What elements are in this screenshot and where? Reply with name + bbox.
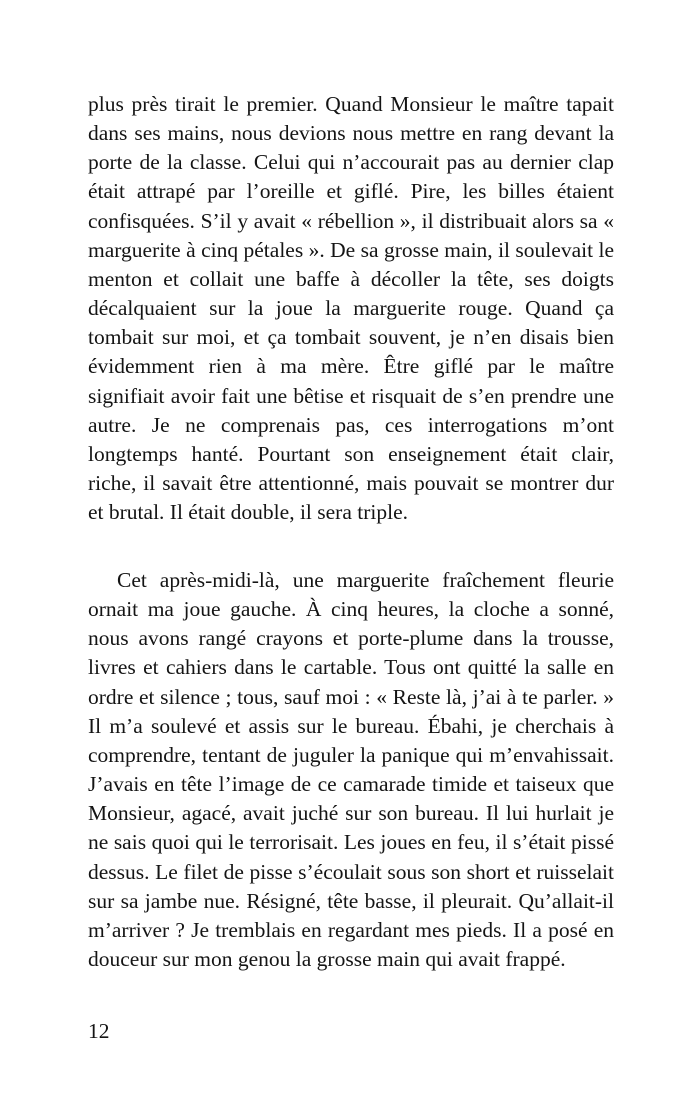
page-number: 12 [88,1019,110,1043]
paragraph-2: Cet après-midi-là, une marguerite fraîchement fleurie ornait ma joue gauche. À cinq heures, la cloche a sonné, nous avons rangé crayons et porte-plume dans la trousse, livres et cahiers dans le cartable. Tous ont quitté la salle en ordre et silence ; tous, sauf moi : « Reste là, j’ai à te parler. » Il m’a soulevé et assis sur le bureau. Ébahi, je cherchais à comprendre, tentant de juguler la panique qui m’envahissait. J’avais en tête l’image de ce camarade timide et taiseux que Monsieur, agacé, avait juché sur son bureau. Il lui hurlait je ne sais quoi qui le terrorisait. Les joues en feu, il s’était pissé dessus. Le filet de pisse s’écoulait sous son short et ruisselait sur sa jambe nue. Résigné, tête basse, il pleurait. Qu’allait-il m’arriver ? Je tremblais en regardant mes pieds. Il a posé en douceur sur mon genou la grosse main qui avait frappé. [88,568,614,972]
paragraph-1: plus près tirait le premier. Quand Monsieur le maître tapait dans ses mains, nous devions nous mettre en rang devant la porte de la classe. Celui qui n’accourait pas au dernier clap était attrapé par l’oreille et giflé. Pire, les billes étaient confisquées. S’il y avait « rébellion », il distribuait alors sa « marguerite à cinq pétales ». De sa grosse main, il soulevait le menton et collait une baffe à décoller la tête, ses doigts décalquaient sur la joue la marguerite rouge. Quand ça tombait sur moi, et ça tombait souvent, je n’en disais bien évidemment rien à ma mère. Être giflé par le maître signifiait avoir fait une bêtise et risquait de s’en prendre une autre. Je ne comprenais pas, ces interrogations m’ont longtemps hanté. Pourtant son enseignement était clair, riche, il savait être attentionné, mais pouvait se montrer dur et brutal. Il était double, il sera triple. [88,92,614,525]
